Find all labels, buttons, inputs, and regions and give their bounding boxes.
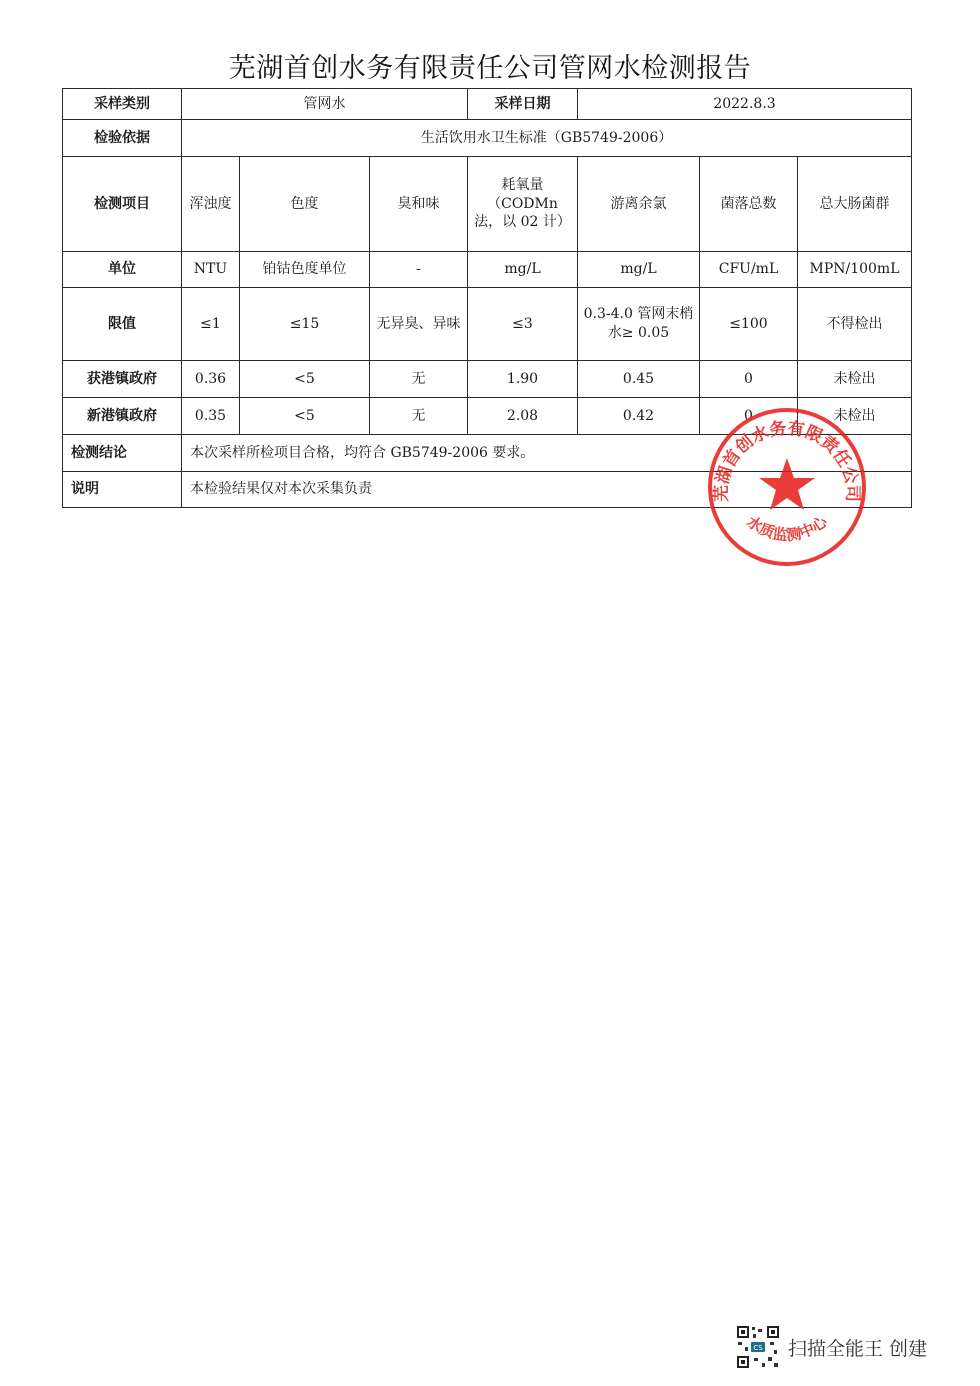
limit-row [63, 288, 912, 361]
value-cell: 0.35 [182, 398, 240, 435]
site-name: 获港镇政府 [63, 361, 182, 398]
limit-cell: ≤15 [240, 288, 370, 361]
site-name: 新港镇政府 [63, 398, 182, 435]
col-color: 色度 [240, 157, 370, 252]
item-label: 检测项目 [63, 157, 182, 252]
scanner-credit-text: 扫描全能王 创建 [788, 1337, 928, 1360]
limit-cell: ≤100 [700, 288, 798, 361]
conclusion-row [63, 435, 912, 472]
limit-cell: 不得检出 [798, 288, 912, 361]
unit-cell: 铂钴色度单位 [240, 252, 370, 288]
note-label: 说明 [63, 472, 182, 508]
value-cell: 0 [700, 361, 798, 398]
unit-cell: mg/L [578, 252, 700, 288]
value-cell: 无 [370, 361, 468, 398]
sample-type-label: 采样类别 [63, 89, 182, 120]
basis-value: 生活饮用水卫生标准（GB5749-2006） [182, 120, 912, 157]
scanner-watermark [736, 1325, 927, 1369]
value-cell: 0.45 [578, 361, 700, 398]
col-codmn: 耗氧量（CODMn 法，以 02 计） [468, 157, 578, 252]
value-cell: 2.08 [468, 398, 578, 435]
col-chlorine: 游离余氯 [578, 157, 700, 252]
sample-info-row [63, 89, 912, 120]
sample-date-label: 采样日期 [468, 89, 578, 120]
sample-type-value: 管网水 [182, 89, 468, 120]
limit-cell: 0.3-4.0 管网末梢水≥ 0.05 [578, 288, 700, 361]
value-cell: 无 [370, 398, 468, 435]
sample-date-value: 2022.8.3 [578, 89, 912, 120]
report-title: 芜湖首创水务有限责任公司管网水检测报告 [228, 53, 752, 84]
col-coliform: 总大肠菌群 [798, 157, 912, 252]
value-cell: 0.42 [578, 398, 700, 435]
unit-row [63, 252, 912, 288]
unit-cell: MPN/100mL [798, 252, 912, 288]
value-cell: <5 [240, 398, 370, 435]
col-turbidity: 浑浊度 [182, 157, 240, 252]
svg-text:水质监测中心: 水质监测中心 [743, 512, 831, 545]
limit-cell: 无异臭、异味 [370, 288, 468, 361]
value-cell: 未检出 [798, 398, 912, 435]
limit-cell: ≤3 [468, 288, 578, 361]
svg-text:芜湖首创水务有限责任公司: 芜湖首创水务有限责任公司 [711, 418, 863, 503]
table-row [63, 398, 912, 435]
conclusion-label: 检测结论 [63, 435, 182, 472]
qr-code-icon [736, 1325, 780, 1369]
unit-label: 单位 [63, 252, 182, 288]
col-colony: 菌落总数 [700, 157, 798, 252]
report-table [62, 88, 912, 508]
basis-label: 检验依据 [63, 120, 182, 157]
items-row [63, 157, 912, 252]
svg-text:CS: CS [753, 1344, 763, 1352]
note-text: 本检验结果仅对本次采集负责 [182, 472, 912, 508]
limit-label: 限值 [63, 288, 182, 361]
conclusion-text: 本次采样所检项目合格，均符合 GB5749-2006 要求。 [182, 435, 912, 472]
unit-cell: mg/L [468, 252, 578, 288]
note-row [63, 472, 912, 508]
limit-cell: ≤1 [182, 288, 240, 361]
value-cell: <5 [240, 361, 370, 398]
value-cell: 0.36 [182, 361, 240, 398]
col-odor: 臭和味 [370, 157, 468, 252]
value-cell: 未检出 [798, 361, 912, 398]
unit-cell: NTU [182, 252, 240, 288]
value-cell: 0 [700, 398, 798, 435]
unit-cell: - [370, 252, 468, 288]
table-row [63, 361, 912, 398]
value-cell: 1.90 [468, 361, 578, 398]
basis-row [63, 120, 912, 157]
unit-cell: CFU/mL [700, 252, 798, 288]
